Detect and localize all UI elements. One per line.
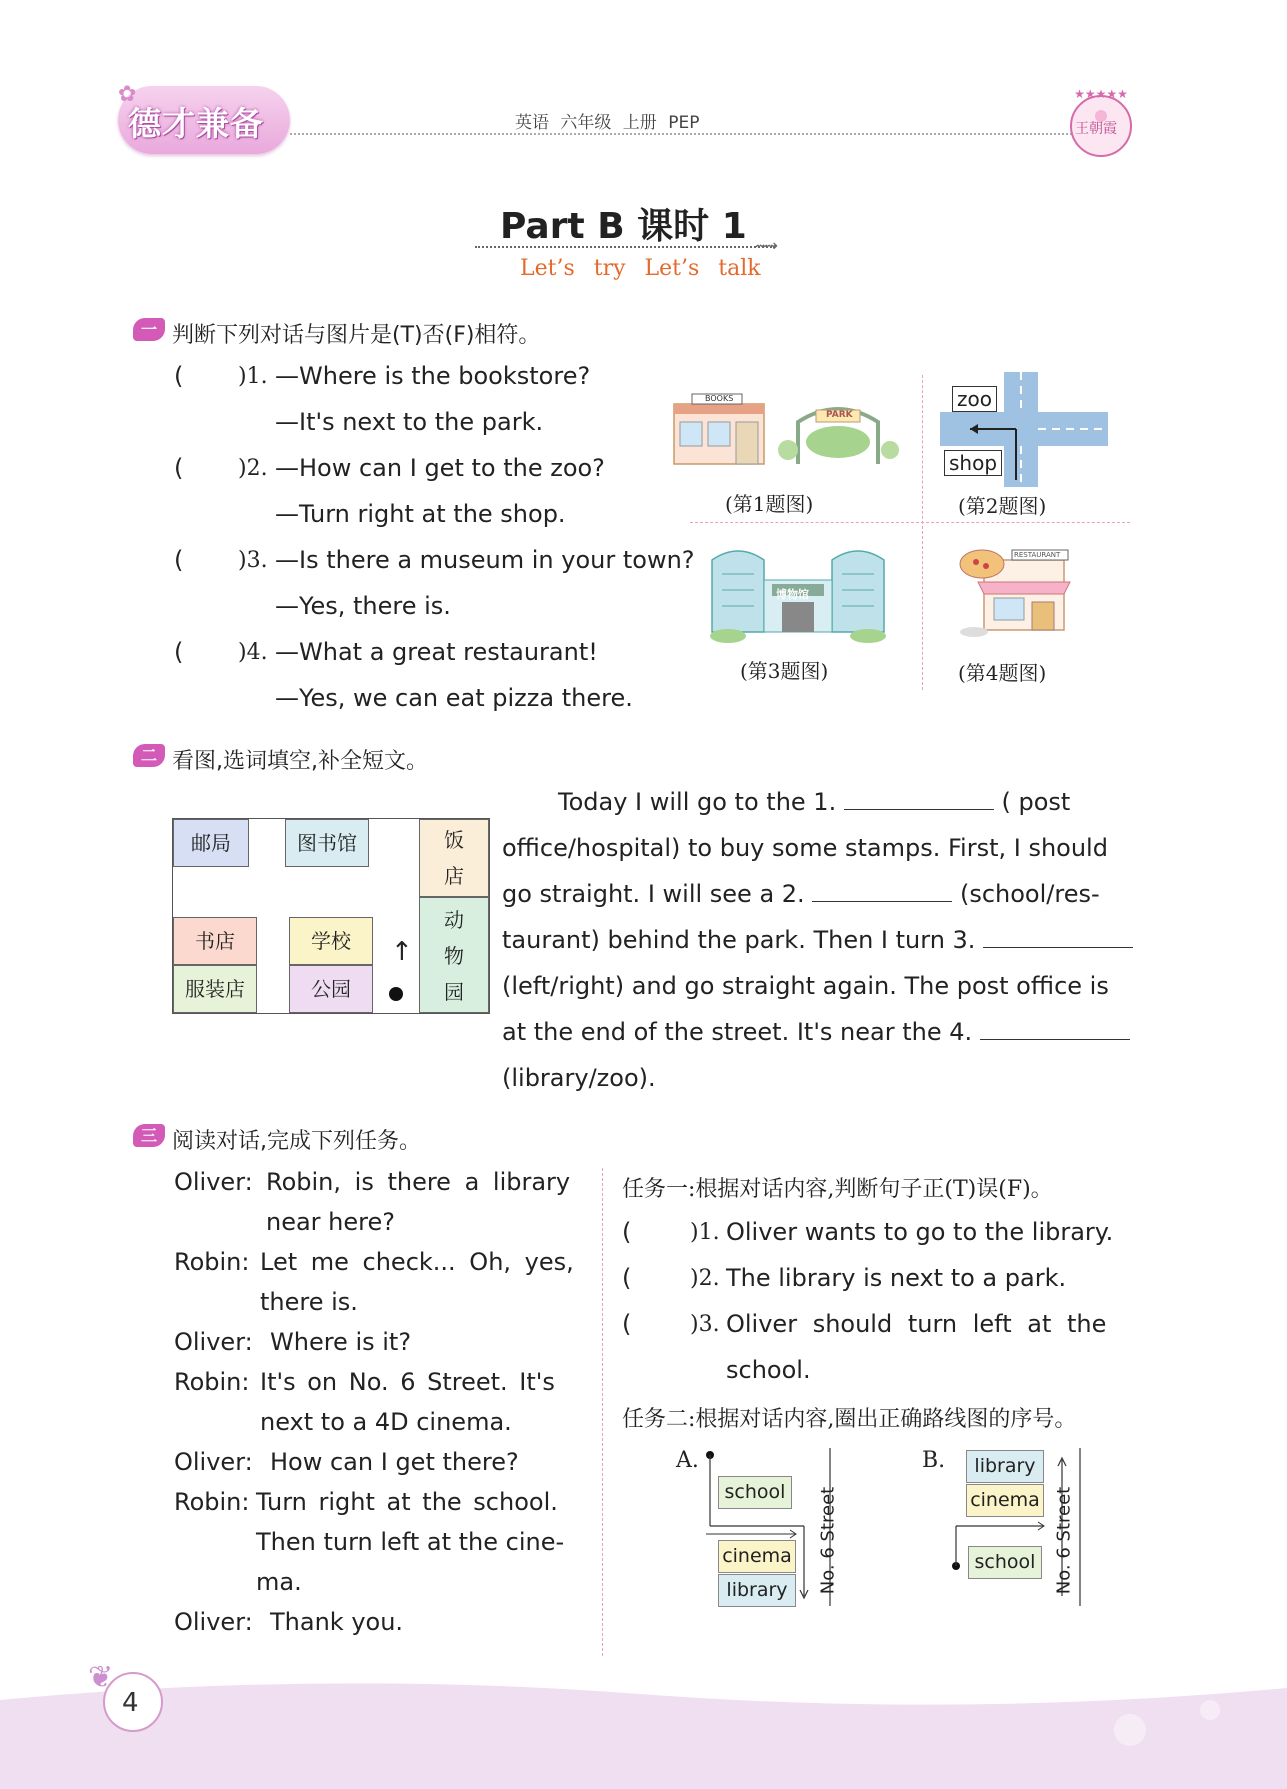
section-3-marker: 三 xyxy=(133,1124,165,1147)
task-1-number: )1. xyxy=(690,1220,720,1245)
route-b-option[interactable]: B. xyxy=(922,1448,946,1473)
bookstore-park-illustration xyxy=(668,392,900,472)
fish-icon: ⟿ xyxy=(755,236,778,255)
dialogue-speaker: Robin: xyxy=(174,1368,250,1396)
park-sign: PARK xyxy=(826,410,853,420)
map-school: 学校 xyxy=(289,917,373,965)
task-2-heading: 任务二:根据对话内容,圈出正确路线图的序号。 xyxy=(622,1407,1077,1432)
map-post-office: 邮局 xyxy=(173,819,249,867)
blank-3[interactable] xyxy=(983,926,1133,948)
dialogue-text: Where is it? xyxy=(270,1328,412,1356)
dialogue-text: Turn right at the school. xyxy=(256,1488,558,1516)
dialogue-text: Let me check... Oh, yes, xyxy=(260,1248,574,1276)
dialogue-speaker: Oliver: xyxy=(174,1448,253,1476)
task-1-statement: The library is next to a park. xyxy=(726,1264,1067,1292)
answer-text: —It's next to the park. xyxy=(275,408,544,436)
dialogue-text: Thank you. xyxy=(270,1608,404,1636)
question-text: —Is there a museum in your town? xyxy=(275,546,695,574)
paragraph-text: taurant) behind the park. Then I turn 3. xyxy=(502,926,976,954)
answer-text: —Yes, there is. xyxy=(275,592,451,620)
answer-paren-open[interactable]: ( xyxy=(174,638,184,666)
paragraph-text: Today I will go to the 1. xyxy=(558,788,837,816)
badge-text: 王朝霞 xyxy=(1075,121,1117,137)
route-b-school: school xyxy=(968,1546,1042,1579)
dolphin-icon: ❦ xyxy=(88,1660,114,1695)
task-1-statement: Oliver should turn left at the xyxy=(726,1310,1107,1338)
route-a-school: school xyxy=(718,1476,792,1509)
paragraph-text: go straight. I will see a 2. xyxy=(502,880,805,908)
question-text: —How can I get to the zoo? xyxy=(275,454,605,482)
blank-2[interactable] xyxy=(812,880,952,902)
route-a-library: library xyxy=(718,1574,796,1607)
page-title: Part B 课时 1 xyxy=(500,206,747,247)
page-number: 4 xyxy=(122,1688,139,1718)
dialogue-text: next to a 4D cinema. xyxy=(260,1408,512,1436)
caption-4: (第4题图) xyxy=(958,661,1047,685)
dialogue-speaker: Oliver: xyxy=(174,1608,253,1636)
dialogue-text: Robin, is there a library xyxy=(266,1168,571,1196)
paragraph-text: (school/res- xyxy=(959,880,1100,908)
route-b-cinema: cinema xyxy=(966,1484,1044,1517)
section-3-divider xyxy=(602,1168,603,1656)
task-1-heading: 任务一:根据对话内容,判断句子正(T)误(F)。 xyxy=(622,1177,1053,1202)
caption-1: (第1题图) xyxy=(725,492,814,516)
task-1-statement: Oliver wants to go to the library. xyxy=(726,1218,1114,1246)
question-text: —Where is the bookstore? xyxy=(275,362,591,390)
svg-text:★★★★★: ★★★★★ xyxy=(1074,87,1128,101)
header-meta: 英语 六年级 上册 PEP xyxy=(515,113,700,133)
answer-paren-open[interactable]: ( xyxy=(174,454,184,482)
start-point-icon xyxy=(389,987,403,1001)
page-subtitle: Let’s try Let’s talk xyxy=(520,256,761,281)
answer-text: —Yes, we can eat pizza there. xyxy=(275,684,633,712)
town-map xyxy=(172,818,490,1014)
dialogue-speaker: Oliver: xyxy=(174,1328,253,1356)
answer-paren-open[interactable]: ( xyxy=(174,546,184,574)
route-b-street-label: No. 6 Street xyxy=(1053,1486,1075,1595)
map-clothes-shop: 服装店 xyxy=(173,965,257,1013)
dialogue-text: How can I get there? xyxy=(270,1448,519,1476)
dialogue-text: Then turn left at the cine- xyxy=(256,1528,565,1556)
answer-text: —Turn right at the shop. xyxy=(275,500,566,528)
museum-sign: 博物馆 xyxy=(776,588,809,601)
route-b-library: library xyxy=(966,1450,1044,1483)
blank-4[interactable] xyxy=(980,1018,1130,1040)
paragraph-text: at the end of the street. It's near the 4. xyxy=(502,1018,973,1046)
restaurant-sign: RESTAURANT xyxy=(1014,551,1061,559)
task-1-number: )2. xyxy=(690,1266,720,1291)
map-zoo: 动 物 园 xyxy=(419,897,489,1013)
paragraph-line-5: (left/right) and go straight again. The post office is xyxy=(502,972,1109,1000)
section-3-heading: 阅读对话,完成下列任务。 xyxy=(172,1129,421,1154)
paragraph-text: ( post xyxy=(1001,788,1071,816)
start-arrow-icon: ↑ xyxy=(391,937,413,967)
header-divider xyxy=(290,133,1080,135)
zoo-label: zoo xyxy=(952,386,997,412)
paragraph-line-7: (library/zoo). xyxy=(502,1064,656,1092)
question-number: )3. xyxy=(238,548,268,573)
task-1-statement-cont: school. xyxy=(726,1356,811,1384)
section-2-heading: 看图,选词填空,补全短文。 xyxy=(172,749,428,774)
picture-grid-vertical-divider xyxy=(922,375,923,690)
question-number: )4. xyxy=(238,640,268,665)
question-number: )2. xyxy=(238,456,268,481)
title-underline xyxy=(475,246,775,248)
shop-label: shop xyxy=(944,450,1002,476)
map-library: 图书馆 xyxy=(285,819,369,867)
section-1-heading: 判断下列对话与图片是(T)否(F)相符。 xyxy=(172,323,541,348)
books-sign: BOOKS xyxy=(705,394,734,403)
dialogue-text: It's on No. 6 Street. It's xyxy=(260,1368,555,1396)
route-a-option[interactable]: A. xyxy=(676,1448,699,1473)
map-park: 公园 xyxy=(289,965,373,1013)
route-a-street-label: No. 6 Street xyxy=(817,1486,839,1595)
answer-paren-open[interactable]: ( xyxy=(622,1310,632,1338)
question-number: )1. xyxy=(238,364,268,389)
paragraph-line-6 xyxy=(502,1018,1130,1046)
map-restaurant: 饭 店 xyxy=(419,819,489,897)
map-bookstore: 书店 xyxy=(173,917,257,965)
paragraph-line-3 xyxy=(502,880,1100,908)
blank-1[interactable] xyxy=(844,788,994,810)
paragraph-line-4 xyxy=(502,926,1133,954)
answer-paren-open[interactable]: ( xyxy=(622,1218,632,1246)
dialogue-text: there is. xyxy=(260,1288,358,1316)
paragraph-line-2: office/hospital) to buy some stamps. First, I should xyxy=(502,834,1108,862)
dialogue-text: near here? xyxy=(266,1208,395,1236)
answer-paren-open[interactable]: ( xyxy=(622,1264,632,1292)
dialogue-text: ma. xyxy=(256,1568,302,1596)
picture-grid-horizontal-divider xyxy=(690,522,1130,523)
caption-2: (第2题图) xyxy=(958,494,1047,518)
section-2-marker: 二 xyxy=(133,744,165,767)
dialogue-speaker: Robin: xyxy=(174,1488,250,1516)
dialogue-speaker: Oliver: xyxy=(174,1168,253,1196)
caption-3: (第3题图) xyxy=(740,659,829,683)
footer-wave xyxy=(0,1670,1287,1789)
answer-paren-open[interactable]: ( xyxy=(174,362,184,390)
dialogue-speaker: Robin: xyxy=(174,1248,250,1276)
paragraph-line-1 xyxy=(558,788,1070,816)
route-a-cinema: cinema xyxy=(718,1540,796,1573)
palm-icon: ✿ xyxy=(118,82,137,107)
brand-logo-text: 德才兼备 xyxy=(128,104,264,143)
task-1-number: )3. xyxy=(690,1312,720,1337)
question-text: —What a great restaurant! xyxy=(275,638,598,666)
section-1-marker: 一 xyxy=(133,318,165,341)
